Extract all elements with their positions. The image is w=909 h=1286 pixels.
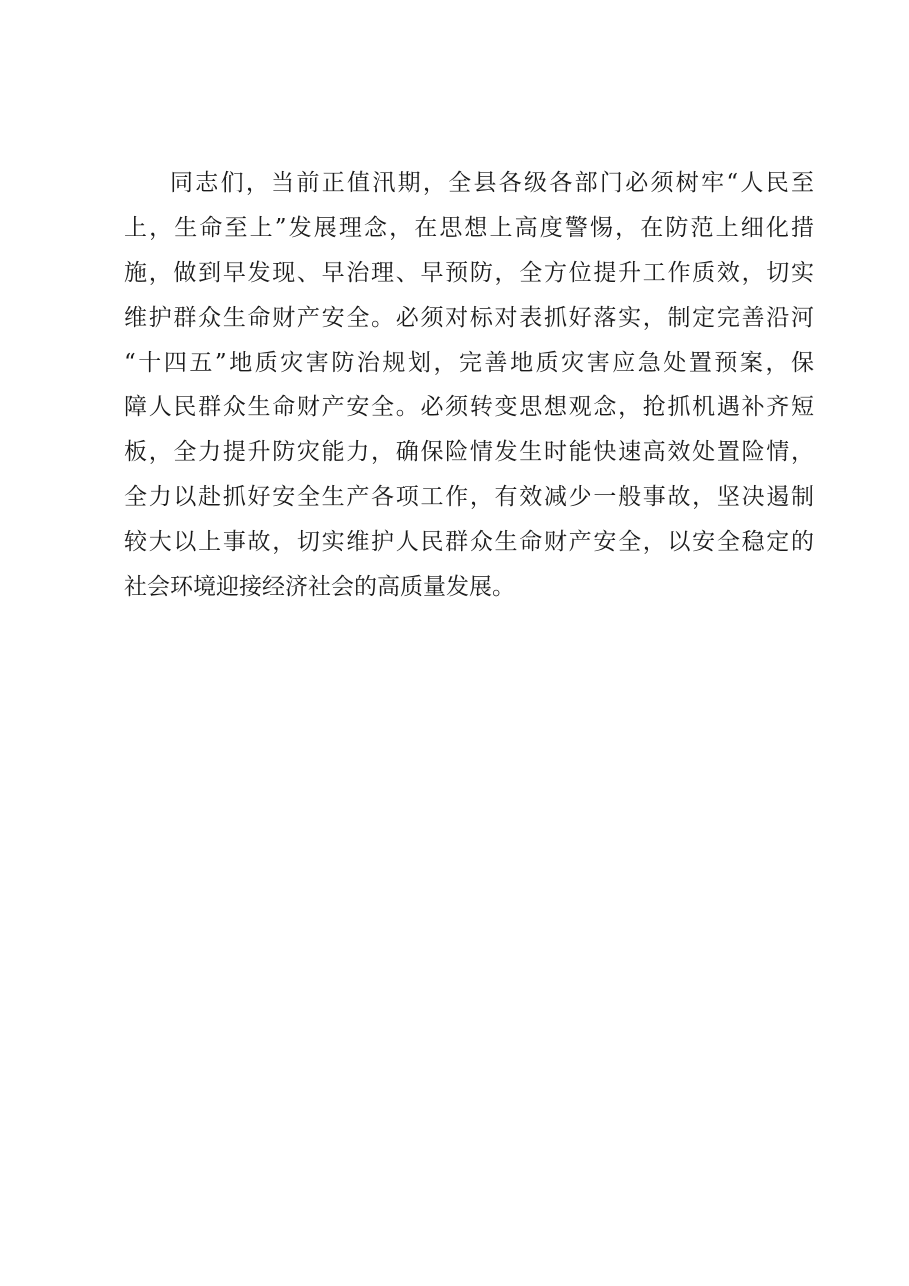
- paragraph-line-10: 社会环境迎接经济社会的高质量发展。: [124, 574, 515, 601]
- paragraph-line-4: 维护群众生命财产安全。必须对标对表抓好落实，制定完善沿河: [124, 304, 814, 331]
- paragraph-line-5: “十四五”地质灾害防治规划，完善地质灾害应急处置预案，保: [124, 349, 814, 376]
- paragraph-line-2: 上，生命至上”发展理念，在思想上高度警惕，在防范上细化措: [124, 214, 814, 241]
- body-paragraph: [124, 161, 814, 610]
- paragraph-line-7: 板，全力提升防灾能力，确保险情发生时能快速高效处置险情，: [124, 439, 814, 466]
- paragraph-line-9: 较大以上事故，切实维护人民群众生命财产安全，以安全稳定的: [124, 529, 814, 556]
- paragraph-line-8: 全力以赴抓好安全生产各项工作，有效减少一般事故，坚决遏制: [124, 484, 814, 511]
- paragraph-line-6: 障人民群众生命财产安全。必须转变思想观念，抢抓机遇补齐短: [124, 394, 814, 421]
- paragraph-line-1: 同志们，当前正值汛期，全县各级各部门必须树牢“人民至: [170, 170, 814, 196]
- paragraph-line-3: 施，做到早发现、早治理、早预防，全方位提升工作质效，切实: [124, 259, 814, 286]
